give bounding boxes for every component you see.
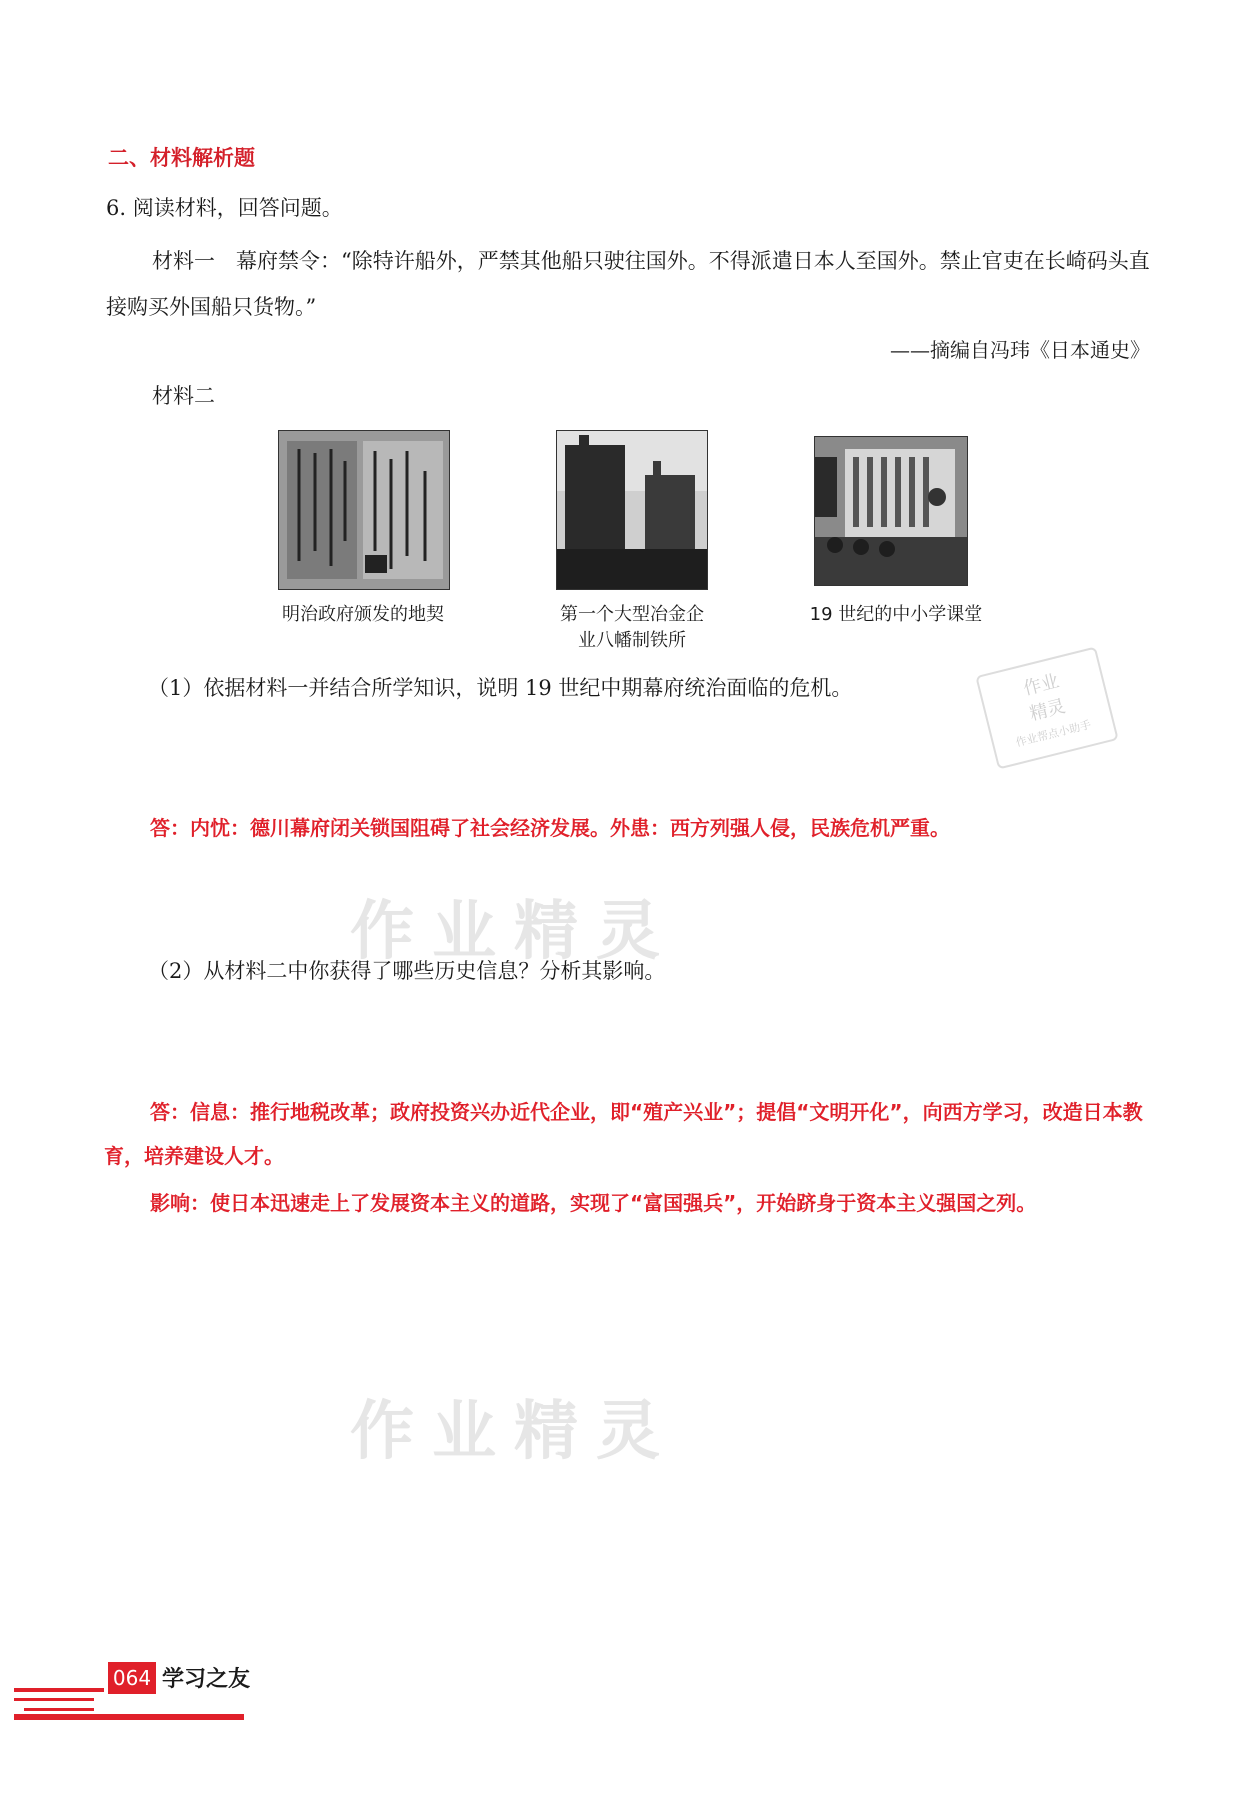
classroom-image bbox=[815, 437, 967, 585]
question-title: 6. 阅读材料，回答问题。 bbox=[106, 196, 343, 220]
ironworks-image bbox=[557, 431, 707, 589]
material-one: 材料一 幕府禁令：“除特许船外，严禁其他船只驶往国外。不得派遣日本人至国外。禁止官吏在长崎码头直接购买外国船只货物。” bbox=[106, 249, 1150, 319]
section-title: 二、材料解析题 bbox=[108, 146, 255, 170]
answer-2-impact: 影响：使日本迅速走上了发展资本主义的道路，实现了“富国强兵”，开始跻身于资本主义强国之列。 bbox=[150, 1191, 1037, 1215]
brand-name: 学习之友 bbox=[162, 1666, 251, 1692]
land-deed-caption: 明治政府颁发的地契 bbox=[282, 604, 444, 625]
page-number: 064 bbox=[108, 1662, 156, 1694]
land-deed-image bbox=[279, 431, 449, 589]
stamp-line1: 作业 bbox=[1021, 670, 1062, 700]
stamp-line2: 精灵 bbox=[1027, 695, 1068, 725]
land-deed-photo bbox=[278, 430, 450, 590]
material-two-label: 材料二 bbox=[152, 384, 215, 408]
watermark-stamp bbox=[975, 646, 1119, 769]
ironworks-photo bbox=[556, 430, 708, 590]
answer-1: 答：内忧：德川幕府闭关锁国阻碍了社会经济发展。外患：西方列强人侵，民族危机严重。 bbox=[150, 816, 950, 840]
sub-question-1: （1）依据材料一并结合所学知识，说明 19 世纪中期幕府统治面临的危机。 bbox=[148, 676, 853, 700]
material-source: ——摘编自冯玮《日本通史》 bbox=[890, 338, 1150, 362]
watermark-text: 作业精灵 bbox=[350, 895, 678, 969]
ironworks-caption: 第一个大型冶金企业八幡制铁所 bbox=[560, 604, 704, 651]
answer-2-info: 答：信息：推行地税改革；政府投资兴办近代企业，即“殖产兴业”；提倡“文明开化”，向西方学习，改造日本教育，培养建设人才。 bbox=[104, 1100, 1143, 1168]
stamp-line3: 作业帮点小助手 bbox=[1014, 718, 1093, 750]
classroom-photo bbox=[814, 436, 968, 586]
watermark-text-2: 作业精灵 bbox=[350, 1395, 678, 1469]
classroom-caption: 19 世纪的中小学课堂 bbox=[809, 604, 983, 625]
sub-question-2: （2）从材料二中你获得了哪些历史信息？分析其影响。 bbox=[148, 959, 666, 983]
